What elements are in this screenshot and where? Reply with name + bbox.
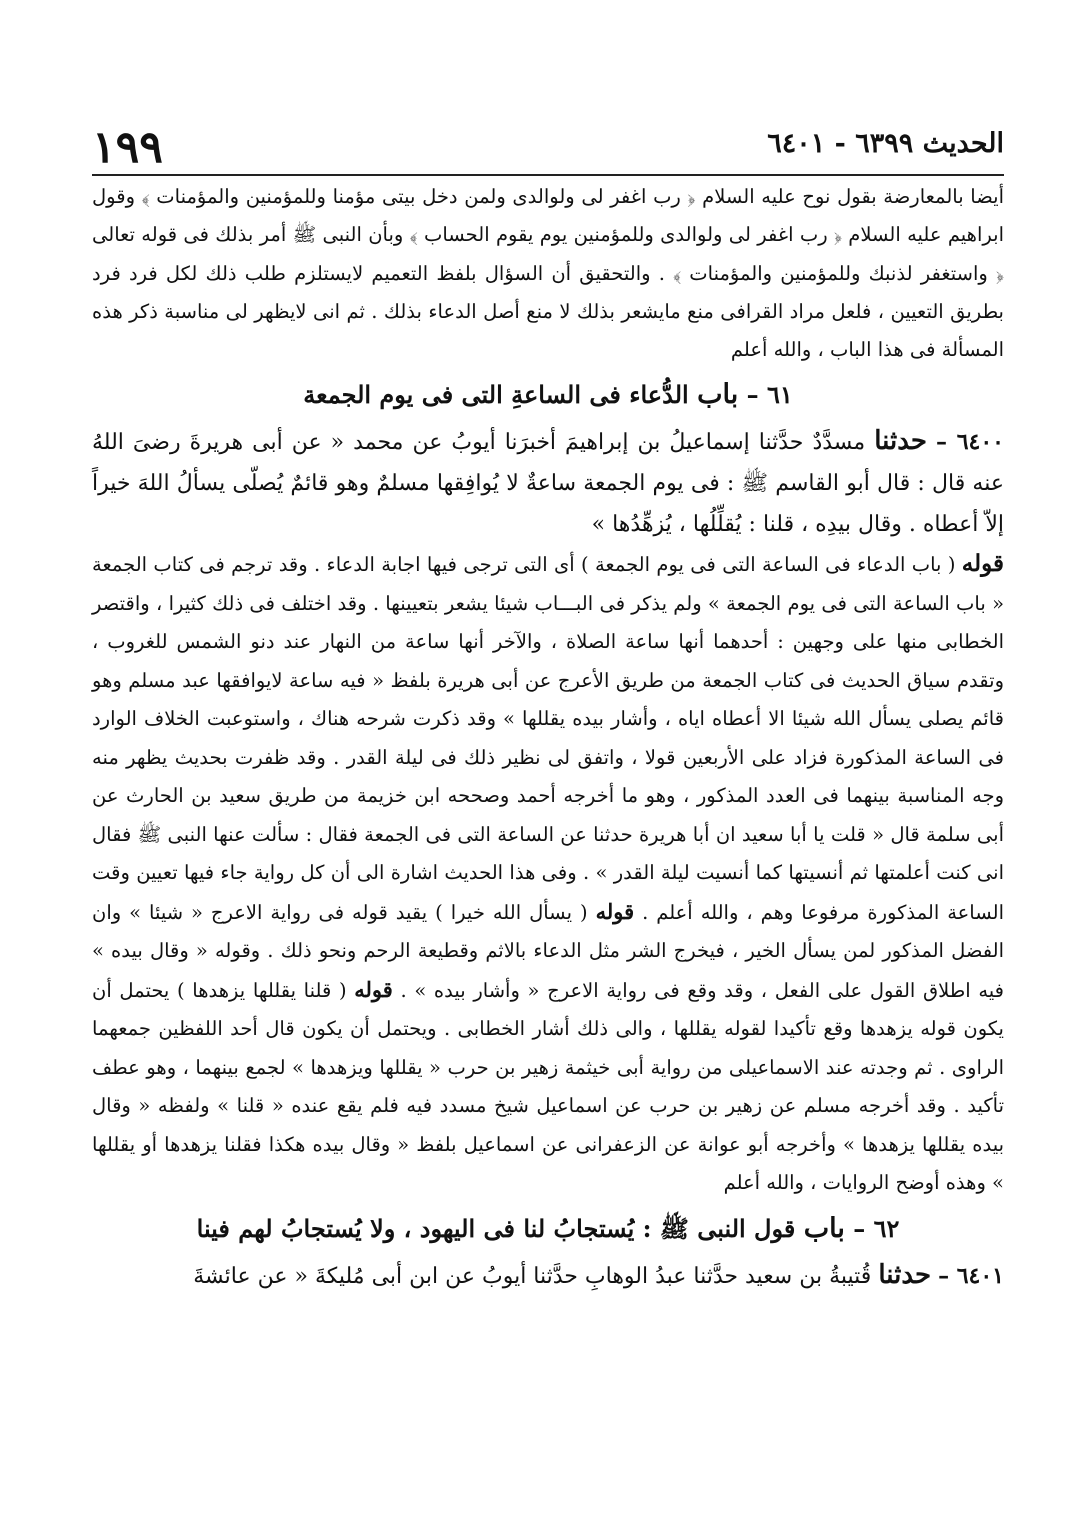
page-body <box>92 178 1004 1297</box>
running-head: الحديث ٦٣٩٩ - ٦٤٠١ <box>767 128 1004 159</box>
chapter-61-number: ٦١ – <box>746 380 793 410</box>
chapter-62-heading <box>92 1203 1004 1255</box>
commentary-keyword-2: قوله <box>595 898 635 924</box>
commentary-text-3: ( قلنا يقللها يزهدها ) يحتمل أن يكون قوله يزهدها وقع تأكيدا لقوله يقللها ، والى ذلك أشار الخطابى . ويحتمل أن يكون قال أحد اللفظين جمعهما الراوى . ثم وجدته عند الاسماعيلى من رواية أبى خيثمة زهير بن حرب « يقللها ويزهدها » لجمع بينهما ، وهو عطف تأكيد . وقد أخرجه مسلم عن زهير بن حرب عن اسماعيل شيخ مسدد فيه فلم يقع عنده « قلنا » ولفظه « وقال بيده يقللها يزهدها » وأخرجه أبو عوانة عن الزعفرانى عن اسماعيل بلفظ « وقال بيده هكذا فقلنا يزهدها أو يقللها » وهذه أوضح الروايات ، والله أعلم <box>92 978 1004 1195</box>
hadith-6401-text: قُتيبةُ بن سعيد حدَّثنا عبدُ الوهابِ حدَّثنا أيوبُ عن ابن أبى مُليكةَ « عن عائشةَ <box>193 1263 872 1289</box>
commentary-keyword: قوله <box>961 550 1004 578</box>
hadith-6400 <box>92 421 1004 545</box>
hadith-6400-number: ٦٤٠٠ – <box>936 429 1004 456</box>
chapter-62-title: قول النبى ﷺ : يُستجابُ لنا فى اليهود ، ولا يُستجابُ لهم فينا <box>196 1213 796 1243</box>
page-number: ١٩٩ <box>92 122 163 173</box>
header-rule <box>92 174 1004 176</box>
commentary-keyword-3: قوله <box>354 976 393 1002</box>
hadith-6401 <box>92 1255 1004 1297</box>
commentary-text: ( باب الدعاء فى الساعة التى فى يوم الجمعة ) أى التى ترجى فيها اجابة الدعاء . وقد ترجم فى كتاب الجمعة « باب الساعة التى فى يوم الجمعة » ولم يذكر فى البـــاب شيئا يشعر بتعيينها . وقد اختلف فى ذلك كثيرا ، واقتصر الخطابى منها على وجهين : أحدهما أنها ساعة الصلاة ، والآخر أنها ساعة من النهار عند دنو الشمس للغروب ، وتقدم سياق الحديث فى كتاب الجمعة من طريق الأعرج عن أبى هريرة بلفظ « فيه ساعة لايوافقها عبد مسلم وهو قائم يصلى يسأل الله شيئا الا أعطاه اياه ، وأشار بيده يقللها » وقد ذكرت شرحه هناك ، واستوعبت الخلاف الوارد فى الساعة المذكورة فزاد على الأربعين قولا ، واتفق لى نظير ذلك فى ليلة القدر . وقد ظفرت بحديث يظهر منه وجه المناسبة بينهما فى العدد المذكور ، وهو ما أخرجه أحمد وصححه ابن خزيمة من طريق سعيد بن الحارث عن أبى سلمة قال « قلت يا أبا سعيد ان أبا هريرة حدثنا عن الساعة التى فى الجمعة فقال : سألت عنها النبى ﷺ فقال انى كنت أعلمتها ثم أنسيتها كما أنسيت ليلة القدر » . وفى هذا الحديث اشارة الى أن كل رواية جاء فيها تعيين وقت الساعة المذكورة مرفوعا وهم ، والله أعلم . <box>92 553 1005 924</box>
chapter-61-keyword: باب <box>697 379 739 411</box>
chapter-62-number: ٦٢ – <box>853 1213 900 1243</box>
hadith-6401-keyword: حدثنا <box>878 1259 932 1290</box>
hadith-6401-number: ٦٤٠١ – <box>938 1262 1004 1289</box>
hadith-6400-keyword: حدثنا <box>874 426 927 457</box>
chapter-61-title: الدُّعاء فى الساعةِ التى فى يوم الجمعة <box>303 380 689 410</box>
intro-paragraph: أيضا بالمعارضة بقول نوح عليه السلام ﴿ رب اغفر لى ولوالدى ولمن دخل بيتى مؤمنا وللمؤمنين والمؤمنات ﴾ وقول ابراهيم عليه السلام ﴿ رب اغفر لى ولوالدى وللمؤمنين يوم يقوم الحساب ﴾ وبأن النبى ﷺ أمر بذلك فى قوله تعالى ﴿ واستغفر لذنبك وللمؤمنين والمؤمنات ﴾ . والتحقيق أن السؤال بلفظ التعميم لايستلزم طلب ذلك لكل فرد فرد بطريق التعيين ، فلعل مراد القرافى منع مايشعر بذلك لا منع أصل الدعاء بذلك . ثم انى لايظهر لى مناسبة ذكر هذه المسألة فى هذا الباب ، والله أعلم <box>92 185 1004 362</box>
commentary-6400 <box>92 545 1004 1203</box>
chapter-61-heading <box>92 369 1004 421</box>
chapter-62-keyword: باب <box>803 1212 845 1244</box>
commentary-text-2: ( يسأل الله خيرا ) يقيد قوله فى رواية الاعرج « شيئا » وان الفضل المذكور لمن يسأل الخير ، فيخرج الشر مثل الدعاء بالاثم وقطيعة الرحم ونحو ذلك . وقوله « وقال بيده » فيه اطلاق القول على الفعل ، وقد وقع فى رواية الاعرج « وأشار بيده » . <box>92 900 1004 1002</box>
page-header <box>92 118 1004 174</box>
hadith-6400-text: مسدَّدٌ حدَّثنا إسماعيلُ بن إبراهيمَ أخبرَنا أيوبُ عن محمد « عن أبى هريرةَ رضىَ اللهُ عنه قال : قال أبو القاسم ﷺ : فى يوم الجمعة ساعةٌ لا يُوافِقها مسلمٌ وهو قائمٌ يُصلّى يسألُ اللهَ خيراً إلاّ أعطاه . وقال بيدِه ، قلنا : يُقلِّلُها ، يُزهِّدُها » <box>92 430 1004 538</box>
